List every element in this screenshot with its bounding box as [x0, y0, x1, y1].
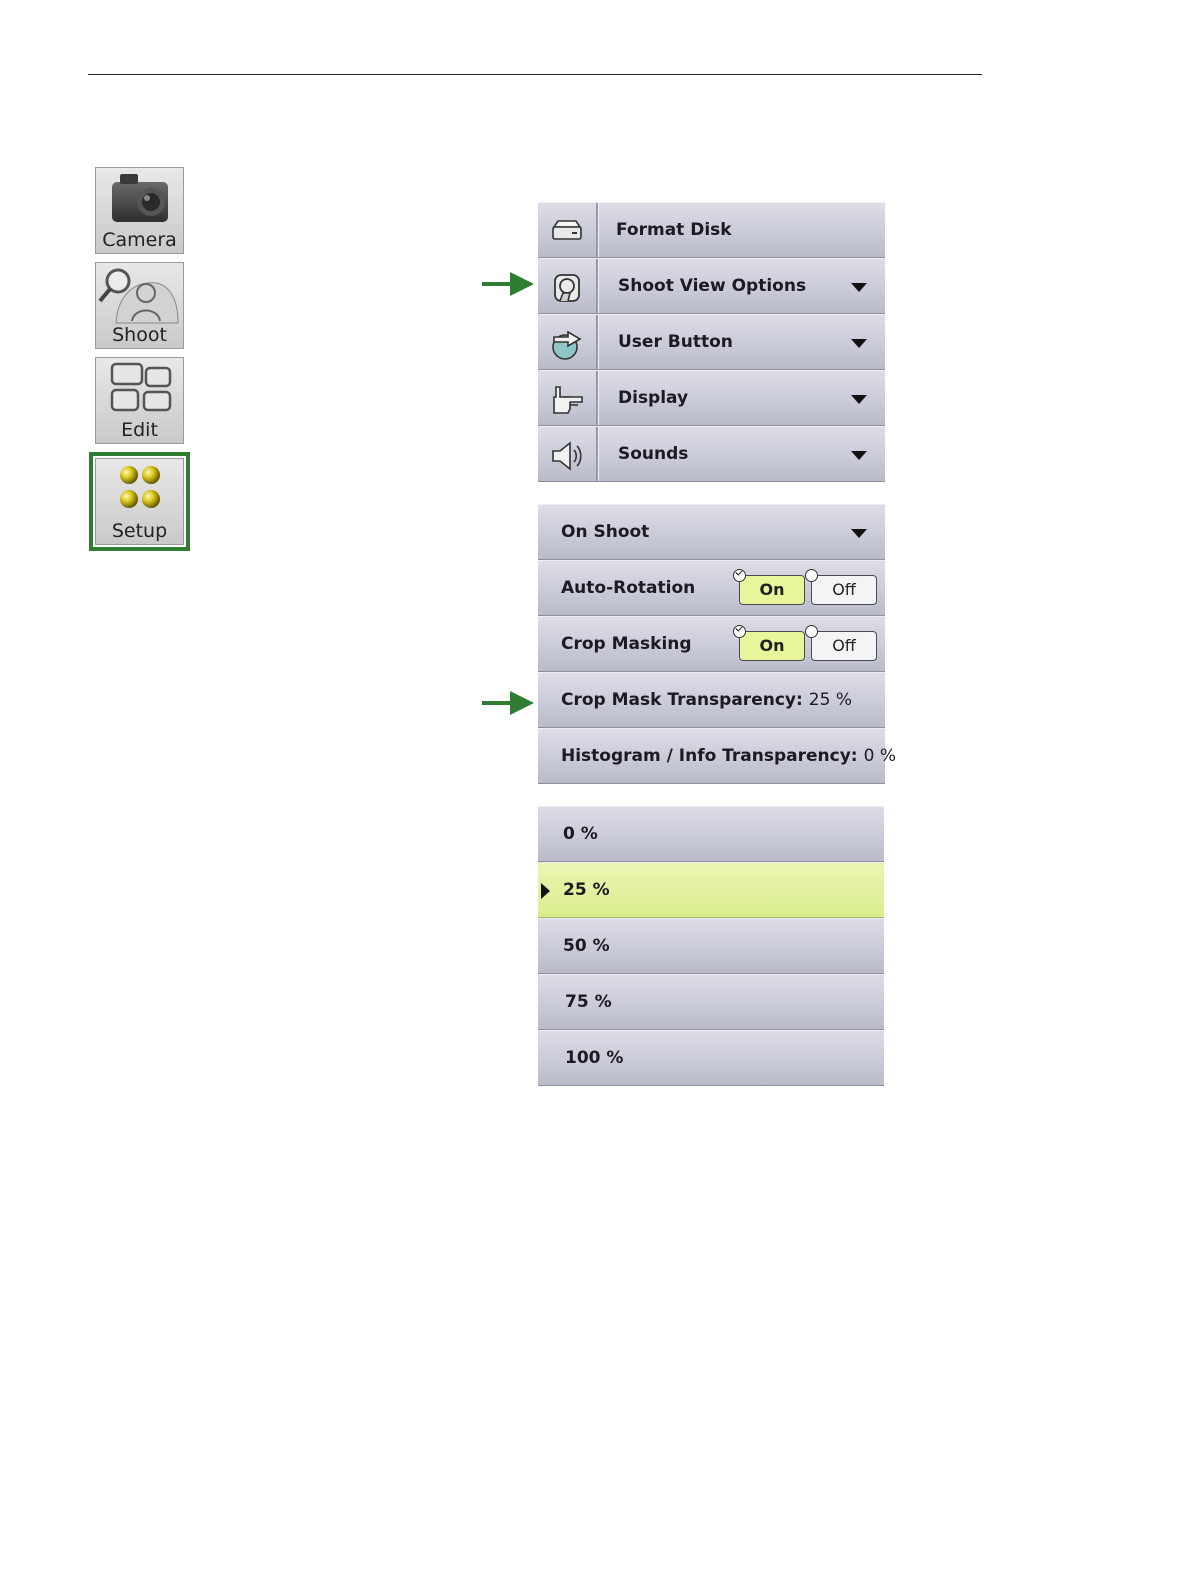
mode-tab-label: Camera [102, 229, 177, 251]
menu-item-label: Format Disk [616, 220, 732, 240]
pointer-arrow-icon [482, 689, 534, 717]
option-label: 25 % [563, 880, 610, 900]
option-0-percent[interactable] [538, 806, 884, 862]
toggle-on-label: On [759, 580, 785, 599]
auto-rotation-off-button[interactable] [811, 575, 877, 605]
menu-item-display[interactable] [538, 370, 885, 426]
histogram-transparency-text [561, 729, 896, 783]
chevron-down-icon [851, 339, 867, 348]
option-label: 50 % [563, 936, 610, 956]
histogram-transparency-row[interactable] [538, 728, 896, 784]
on-shoot-dropdown[interactable] [538, 504, 885, 560]
setup-menu-panel [538, 202, 885, 482]
histogram-transparency-value: 0 % [863, 746, 896, 766]
user-button-icon [550, 327, 584, 361]
on-shoot-label: On Shoot [561, 522, 650, 542]
crop-mask-transparency-value: 25 % [808, 690, 852, 710]
mode-tab-label: Edit [121, 419, 158, 441]
menu-item-label: User Button [618, 332, 733, 352]
crop-masking-on-button[interactable] [739, 631, 805, 661]
menu-item-label: Shoot View Options [618, 276, 807, 296]
disk-icon [550, 215, 584, 247]
menu-item-user-button[interactable] [538, 314, 885, 370]
menu-icon-cell [538, 259, 598, 313]
auto-rotation-label: Auto-Rotation [561, 578, 696, 598]
radio-unchecked-icon [805, 569, 818, 582]
option-100-percent[interactable] [538, 1030, 884, 1086]
speaker-icon [550, 439, 584, 473]
chevron-down-icon [851, 283, 867, 292]
chevron-down-icon [851, 451, 867, 460]
menu-item-shoot-view-options[interactable] [538, 258, 885, 314]
toggle-off-label: Off [832, 580, 856, 599]
shoot-view-icon [550, 271, 584, 305]
menu-icon-cell [538, 203, 598, 257]
menu-item-format-disk[interactable] [538, 202, 885, 258]
edit-frames-icon [96, 358, 185, 420]
mode-tab-setup[interactable] [95, 458, 184, 545]
menu-icon-cell [538, 427, 598, 481]
auto-rotation-on-button[interactable] [739, 575, 805, 605]
toggle-off-label: Off [832, 636, 856, 655]
option-label: 100 % [565, 1048, 624, 1068]
mode-tab-edit[interactable] [95, 357, 184, 444]
crop-masking-row [538, 616, 885, 672]
option-50-percent[interactable] [538, 918, 884, 974]
camera-icon [96, 168, 185, 230]
chevron-down-icon [851, 529, 867, 538]
header-rule [88, 74, 982, 75]
histogram-transparency-label: Histogram / Info Transparency: [561, 746, 858, 766]
menu-icon-cell [538, 315, 598, 369]
person-magnifier-icon [96, 263, 185, 325]
menu-icon-cell [538, 371, 598, 425]
mode-tab-label: Setup [111, 520, 168, 542]
selected-pointer-icon [541, 883, 550, 899]
transparency-options-panel [538, 806, 884, 1086]
radio-checked-icon [733, 569, 746, 582]
menu-item-label: Display [618, 388, 689, 408]
option-label: 75 % [565, 992, 612, 1012]
radio-unchecked-icon [805, 625, 818, 638]
mode-tab-camera[interactable] [95, 167, 184, 254]
toggle-on-label: On [759, 636, 785, 655]
crop-masking-label: Crop Masking [561, 634, 692, 654]
shoot-view-options-panel [538, 504, 896, 784]
pointer-arrow-icon [482, 270, 534, 298]
menu-item-label: Sounds [618, 444, 689, 464]
mode-tab-shoot[interactable] [95, 262, 184, 349]
crop-mask-transparency-row[interactable] [538, 672, 885, 728]
crop-masking-off-button[interactable] [811, 631, 877, 661]
hand-pointer-icon [550, 383, 584, 417]
auto-rotation-row [538, 560, 885, 616]
option-label: 0 % [563, 824, 598, 844]
radio-checked-icon [733, 625, 746, 638]
mode-tab-label: Shoot [112, 324, 167, 346]
menu-item-sounds[interactable] [538, 426, 885, 482]
option-25-percent[interactable] [538, 862, 884, 918]
chevron-down-icon [851, 395, 867, 404]
crop-mask-transparency-label: Crop Mask Transparency: [561, 690, 803, 710]
yellow-balls-icon [96, 459, 185, 521]
option-75-percent[interactable] [538, 974, 884, 1030]
crop-mask-transparency-text [561, 673, 852, 727]
